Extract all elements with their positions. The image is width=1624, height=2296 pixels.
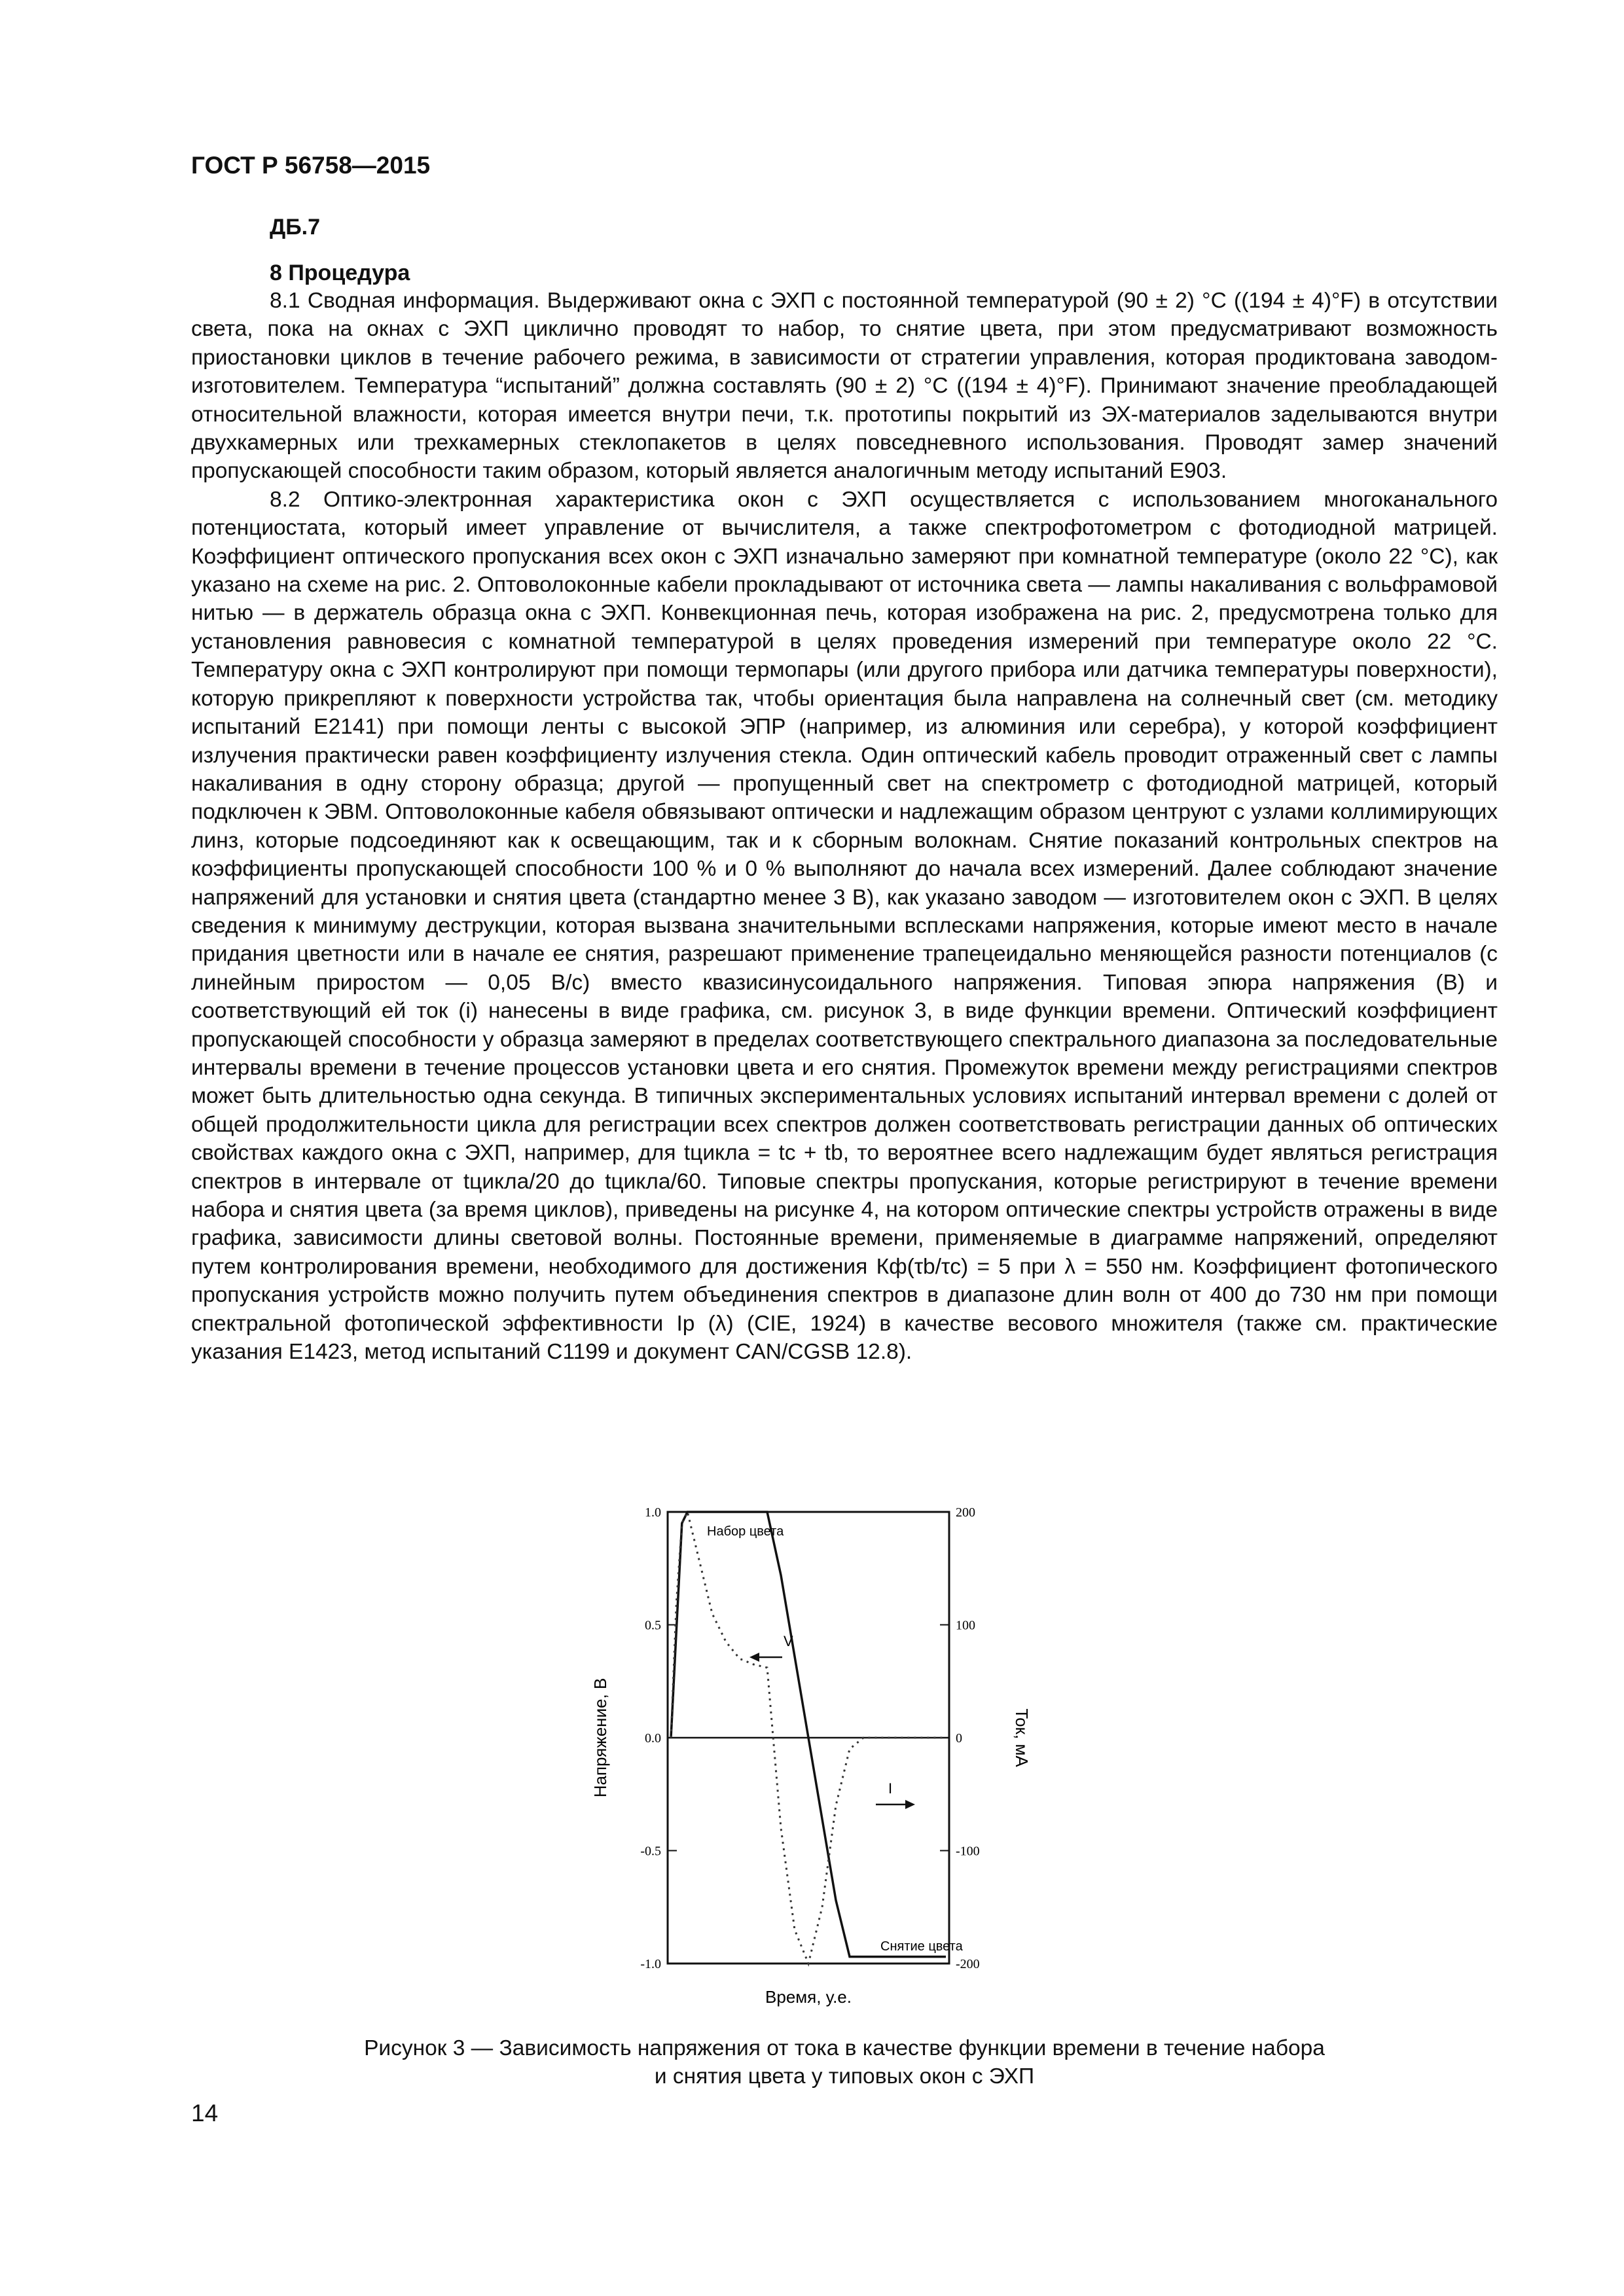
voltage-annotation-label: V — [784, 1633, 793, 1649]
left-tick-label: -0.5 — [640, 1844, 661, 1859]
right-tick-label: 100 — [956, 1618, 975, 1633]
right-tick-label: -200 — [956, 1957, 980, 1971]
voltage-current-chart — [563, 1486, 1126, 2022]
voltage-arrowhead — [749, 1653, 759, 1662]
figure-caption — [191, 2034, 1498, 2090]
left-tick-label: 1.0 — [645, 1505, 661, 1520]
coloring-label: Набор цвета — [707, 1524, 784, 1539]
left-tick-label: 0.0 — [645, 1731, 661, 1746]
caption-line-1: Рисунок 3 — Зависимость напряжения от тока в качестве функции времени в течение набора — [364, 2036, 1325, 2060]
left-tick-label: -1.0 — [640, 1957, 661, 1971]
figure-3 — [563, 1486, 1126, 2022]
right-axis-label: Ток, мА — [1012, 1708, 1032, 1767]
subsection-label: ДБ.7 — [270, 215, 321, 240]
x-axis-label: Время, у.е. — [765, 1987, 852, 2007]
document-header: ГОСТ Р 56758—2015 — [191, 152, 431, 179]
paragraph-8-1: 8.1 Сводная информация. Выдерживают окна с ЭХП с постоянной температурой (90 ± 2) °С ((194 ± 4)°F) в отсутствии света, пока на окнах с ЭХП циклично проводят то набор, то снятие цвета, при этом предусматривают возможность приостановки циклов в течение рабочего режима, в зависимости от стратегии управления, которая продиктована заводом-изготовителем. Температура “испытаний” должна составлять (90 ± 2) °С ((194 ± 4)°F). Принимают значение преобладающей относительной влажности, которая имеется внутри печи, т.к. прототипы покрытий из ЭХ-материалов заделываются внутри двухкамерных или трехкамерных стеклопакетов в целях повседневного использования. Проводят замер значений пропускающей способности таким образом, который является аналогичным методу испытаний Е903. — [191, 289, 1498, 484]
body-text — [191, 287, 1498, 1366]
bleaching-label: Снятие цвета — [880, 1939, 963, 1954]
right-tick-label: 200 — [956, 1505, 975, 1520]
voltage-series-line — [671, 1512, 946, 1957]
left-axis-label: Напряжение, В — [590, 1677, 610, 1798]
paragraph-8-2: 8.2 Оптико-электронная характеристика окон с ЭХП осуществляется с использованием многоканального потенциостата, который имеет управление от вычислителя, а также спектрофотометром с фотодиодной матрицей. Коэффициент оптического пропускания всех окон с ЭХП изначально замеряют при комнатной температуре (около 22 °С), как указано на схеме на рис. 2. Оптоволоконные кабели прокладывают от источника света — лампы накаливания с вольфрамовой нитью — в держатель образца окна с ЭХП. Конвекционная печь, которая изображена на рис. 2, предусмотрена только для установления равновесия с комнатной температурой в целях проведения измерений при температуре около 22 °С. Температуру окна с ЭХП контролируют при помощи термопары (или другого прибора или датчика температуры поверхности), которую прикрепляют к поверхности устройства так, чтобы ориентация была направлена на солнечный свет (см. методику испытаний Е2141) при помощи ленты с высокой ЭПР (например, из алюминия или серебра), у которой коэффициент излучения практически равен коэффициенту излучения стекла. Один оптический кабель проводит отраженный свет с лампы накаливания в одну сторону образца; другой — пропущенный свет на спектрометр с фотодиодной матрицей, который подключен к ЭВМ. Оптоволоконные кабеля обвязывают оптически и надлежащим образом центруют с узлами коллимирующих линз, которые подсоединяют как к освещающим, так и к сборным волокнам. Снятие показаний контрольных спектров на коэффициенты пропускающей способности 100 % и 0 % выполняют до начала всех измерений. Далее соблюдают значение напряжений для установки и снятия цвета (стандартно менее 3 В), как указано заводом — изготовителем окон с ЭХП. В целях сведения к минимуму деструкции, которая вызвана значительными всплесками напряжения, которые имеют место в начале придания цветности или в начале ее снятия, разрешают применение трапецеидально меняющейся разности потенциалов (с линейным приростом — 0,05 В/с) вместо квазисинусоидального напряжения. Типовая эпюра напряжения (В) и соответствующий ей ток (i) нанесены в виде графика, см. рисунок 3, в виде функции времени. Оптический коэффициент пропускающей способности у образца замеряют в пределах соответствующего спектрального диапазона за последовательные интервалы времени в течение процессов установки цвета и его снятия. Промежуток времени между регистрациями спектров может быть длительностью одна секунда. В типичных экспериментальных условиях испытаний интервал времени с долей от общей продолжительности цикла для регистрации всех спектров должен соответствовать регистрации данных об оптических свойствах каждого окна с ЭХП, например, для tцикла = tc + tb, то вероятнее всего надлежащим будет являться регистрация спектров в интервале от tцикла/20 до tцикла/60. Типовые спектры пропускания, которые регистрируют в течение времени набора и снятия цвета (за время циклов), приведены на рисунке 4, на котором оптические спектры устройств отражены в виде графика, зависимости длины световой волны. Постоянные времени, применяемые в диаграмме напряжений, определяют путем контролирования времени, необходимого для достижения Кф(τb/τc) = 5 при λ = 550 нм. Коэффициент фотопического пропускания устройств можно получить путем объединения спектров в диапазоне длин волн от 400 до 730 нм при помощи спектральной фотопической эффективности Ip (λ) (CIE, 1924) в качестве весового множителя (также см. практические указания Е1423, метод испытаний С1199 и документ CAN/CGSB 12.8). — [191, 487, 1498, 1365]
section-heading: 8 Процедура — [270, 260, 410, 285]
page-number: 14 — [191, 2100, 219, 2126]
current-annotation-label: I — [888, 1780, 893, 1797]
caption-line-2: и снятия цвета у типовых окон с ЭХП — [654, 2064, 1035, 2089]
right-tick-label: -100 — [956, 1844, 980, 1859]
current-arrowhead — [905, 1800, 915, 1809]
left-tick-label: 0.5 — [645, 1618, 661, 1633]
right-tick-label: 0 — [956, 1731, 962, 1746]
